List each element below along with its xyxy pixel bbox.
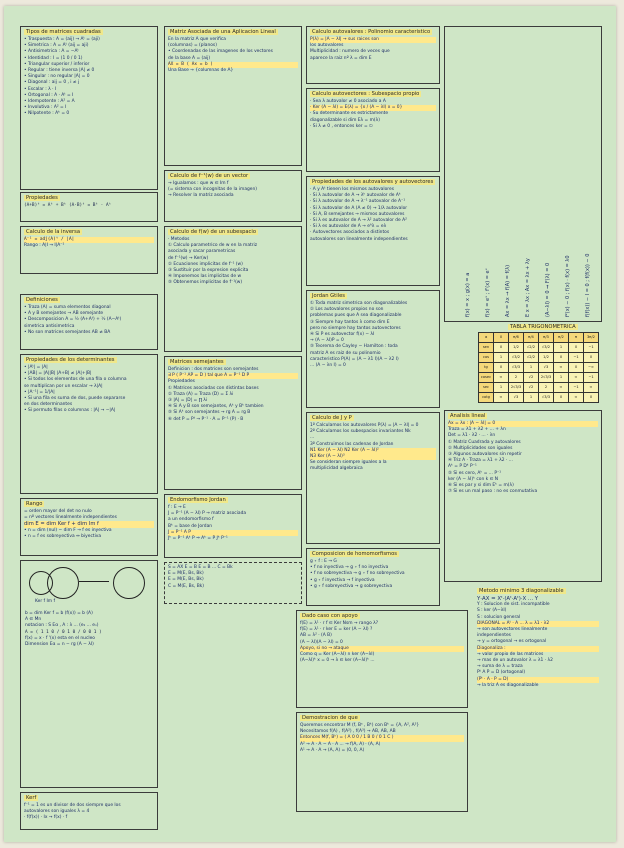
table-cell: √3/3: [539, 393, 554, 403]
table-header-cell: π/6: [509, 333, 524, 343]
table-cell: cos: [479, 353, 494, 363]
text-line: ③ Sustituir por la expresion explicita: [168, 268, 249, 274]
text-line: · Si λ es autovalor de A → λ² autovalor de A²: [310, 218, 407, 224]
text-line: • Nilpotente : Aᵏ = 0: [24, 111, 70, 117]
box-calculo-inversa: [20, 226, 158, 274]
text-line: f : E → E: [168, 505, 186, 510]
box-analisis-lineal: [444, 410, 602, 582]
text-line: a un endomorfismo f: [168, 517, 214, 523]
box-subespacio-propio: [306, 88, 440, 172]
text-line: → y = ortogonal → es ortogonal: [477, 639, 547, 645]
text-line: aparece la raiz nº λ = dim E: [310, 55, 372, 61]
table-cell: 0: [494, 343, 509, 353]
text-line: • |A⁻¹| = 1/|A|: [24, 389, 55, 395]
text-line: g ∘ f : E → G: [310, 559, 337, 564]
table-cell: sec: [479, 383, 494, 393]
box-title: TABLA TRIGONOMETRICA: [510, 324, 576, 330]
rotated-line: f(f(x)) − I = 0 ; f(f(x)) − 0: [585, 253, 591, 317]
table-cell: ∞: [584, 383, 599, 393]
text-line: → la triz A es diagonalizable: [477, 682, 539, 688]
text-line: Det = λ1 · λ2 · ... · λn: [448, 433, 496, 439]
box-title: Analisis lineal: [450, 413, 486, 419]
text-line: • g ∘ f sobreyectiva → g sobreyectiva: [310, 583, 393, 589]
text-line: ④ Si P es autovector f(x) − λI: [310, 332, 375, 338]
box-calculo-preimagen: [164, 170, 302, 222]
text-line: f(E) = λ¹ · r ker E = ker (A − λI) ?: [300, 627, 373, 633]
text-line: · A y Aᵗ tienen los mismos autovalores: [310, 187, 394, 192]
text-block: [25, 611, 102, 648]
text-line: S : ker (A−λI): [477, 608, 507, 614]
text-line: AX = B ( Ax = b ): [168, 62, 298, 68]
text-line: simetrica antisimetrica: [24, 323, 75, 329]
table-cell: √3/2: [539, 343, 554, 353]
text-line: asociada y sacar parametricas: [168, 249, 236, 255]
box-title: Calculo de f(w) de un subespacio: [170, 229, 257, 235]
table-header-cell: α: [479, 333, 494, 343]
box-kerf: [20, 792, 158, 830]
rotated-line: (A−λI) = 0 ⇒ F(λ) = 0: [545, 262, 551, 317]
box-title: Demostracion de que: [302, 715, 358, 721]
text-line: ② Multiplicidades son iguales: [448, 445, 513, 451]
table-cell: 1: [494, 383, 509, 393]
table-row: [479, 373, 599, 383]
trig-table: [478, 332, 599, 403]
rotated-line: Ax = λx → f(A) = f(λ): [505, 264, 511, 317]
text-line: Dimension Eα = n − rg (A − λI): [25, 642, 94, 648]
table-cell: tg: [479, 363, 494, 373]
text-line: · Si A, B semejantes → mismos autovalores: [310, 211, 405, 217]
text-line: A = ( 1 1 0 / 0 1 0 / 0 0 1 ): [25, 629, 102, 635]
box-metodo-minimo: [474, 586, 602, 812]
text-line: Aᵏ = P Dᵏ P⁻¹: [448, 464, 477, 470]
table-header-cell: π/2: [554, 333, 569, 343]
text-line: ④ Triz A · Traza = λ1 + λ2 · ...: [448, 458, 513, 464]
box-title: Propiedades de los determinantes: [26, 357, 115, 363]
text-line: DIAGONAL = Aᵗ · A ... λ = λ1 · λ2: [477, 621, 599, 627]
box-title: Matriz Asociada de una Aplicacion Lineal: [170, 29, 276, 35]
text-line: ① Matriz Cuadrada y autovalores: [448, 439, 521, 445]
box-propiedades-determinantes: [20, 354, 158, 494]
text-line: S = AX E = B E = B ... C = Bk: [168, 565, 233, 570]
text-line: ... (A − λn I) = 0: [310, 363, 346, 369]
text-line: • Antisimetrica : A = −Aᵗ: [24, 49, 79, 55]
text-line: ⑤ Obtenemos implicitas de f⁻¹(w): [168, 280, 243, 286]
table-cell: −∞: [584, 363, 599, 373]
text-line: • |Aᵗ| = |A|: [24, 365, 48, 370]
text-line: • Traza (A) = suma elementos diagonal: [24, 305, 111, 310]
text-line: · Metodos: [168, 237, 190, 242]
text-line: · Autovectores asociados a distintos: [310, 230, 390, 236]
text-line: Y·AX = Xᵗ·(Aᵗ·Aᵗ)·X ... Y: [477, 596, 539, 602]
text-line: Necesitamos f(A) , f(A²) , f(A³) → AB, AB, AB: [300, 729, 396, 735]
text-line: Queremos encontrar M (f, Bˢ , Bᵏ) con Bᵏ = {A, A², A³}: [300, 723, 420, 728]
table-header-cell: π: [569, 333, 584, 343]
text-line: caracteristico P(A) = (A − λ1 I)(A − λ2 I): [310, 356, 399, 362]
table-cell: cosec: [479, 373, 494, 383]
box-title: Calculo de f⁻¹(w) de un vector: [170, 173, 249, 179]
text-line: • Involutiva : A² = I: [24, 105, 67, 111]
text-line: autovalores son iguales λ = 4: [24, 809, 90, 815]
box-title: Endomorfismo Jordan: [170, 497, 226, 503]
text-line: · Si λ autovalor de A (A ≠ 0) → 1/λ autovalor: [310, 205, 408, 211]
text-line: A ∈ Mn: [25, 617, 42, 623]
text-line: → valor propio de las matrices: [477, 651, 544, 657]
table-cell: ∞: [569, 393, 584, 403]
text-line: f(x) = x · f '(x) esta en el nucleo: [25, 635, 95, 641]
text-line: E = M(E, Bs, Bk): [168, 577, 204, 583]
table-cell: ∞: [569, 373, 584, 383]
box-title: Metodo minimo 3 diagonalizable: [479, 588, 564, 594]
text-line: ker (A − λI)ᵏ con k ∈ N: [448, 476, 499, 482]
text-line: Una Base → {columnas de A}: [168, 68, 234, 74]
box-jordan-utiles: [306, 290, 440, 408]
text-line: • g ∘ f inyectiva → f inyectiva: [310, 577, 375, 583]
box-propiedades: [20, 192, 158, 222]
text-line: ③ Siempre hay tantos λ como dim E: [310, 319, 390, 325]
text-line: → Igualamos : que w ∈ Im f: [168, 181, 229, 186]
text-line: · Si λ autovalor de A → λ⁻¹ autovalor de A⁻¹: [310, 199, 406, 205]
text-line: pero no siempre hay tantos autovectores: [310, 325, 401, 331]
table-cell: √3/2: [509, 353, 524, 363]
box-composicion-homomorfismos-main: [306, 548, 440, 606]
text-line: → Resolver la matriz asociada: [168, 193, 234, 199]
text-line: · Sea λ autovalor ≠ 0 asociado a A: [310, 99, 386, 104]
text-line: • Traspuesta : A = (aij) → Aᵗ = (aji): [24, 37, 100, 42]
text-line: • No son matrices semejantes AB ≠ BA: [24, 329, 111, 335]
text-line: ⑥ det P = Pᵗ → P⁻¹ · A = P⁻¹ (P) · B: [168, 416, 244, 422]
box-rotated-formulas: [444, 26, 602, 322]
mapping-arrow: [79, 581, 109, 582]
table-row: [479, 393, 599, 403]
table-cell: 0: [584, 393, 599, 403]
text-line: de f⁻¹(w) → Ker(w): [168, 255, 209, 261]
box-title: Propiedades de los autovalores y autovectores: [312, 179, 434, 185]
text-line: ④ Imponemos las implicitas de w: [168, 274, 242, 280]
box-tabla-trigonometrica: [478, 324, 606, 406]
text-line: • Si todos los elementos de una fila o columna: [24, 377, 127, 383]
text-line: • Simetrica : A = Aᵗ (aij = aji): [24, 43, 89, 49]
table-cell: 0: [584, 353, 599, 363]
text-line: Traza = λ1 + λ2 + ... + λn: [448, 427, 506, 433]
table-cell: 1: [524, 393, 539, 403]
text-line: • Ortogonal : A · Aᵗ = I: [24, 92, 74, 98]
table-cell: sen: [479, 343, 494, 353]
text-line: Rango : A|I → I|A⁻¹: [24, 243, 65, 249]
text-line: N3 Ker (A − λI)³: [310, 454, 436, 460]
table-cell: 0: [554, 353, 569, 363]
table-cell: ∞: [554, 383, 569, 393]
text-line: Apoyo, si no → ataque: [300, 646, 464, 652]
text-line: · Ker (A − λI) = E(λ) = {x / (A − λI) x = 0}: [310, 105, 436, 111]
text-line: ③ Algunos autovalores sin repetir: [448, 452, 522, 458]
text-line: ② Los autovalores propios no son: [310, 307, 384, 313]
text-line: problemas pues que A sea diagonalizable: [310, 313, 402, 319]
table-cell: ∞: [494, 393, 509, 403]
text-line: • Singular : no regular |A| = 0: [24, 74, 90, 80]
text-line: (A − λI)(A − λI) = 0: [300, 639, 343, 645]
text-line: En la matriz A que verifica: [168, 37, 226, 42]
text-line: b = dim Ker f = b (f(x)) = b (A): [25, 611, 93, 616]
text-line: 3º Construimos las cadenas de Jordan: [310, 441, 394, 447]
text-line: • f no sobreyectiva → g ∘ f no sobreyectiva: [310, 571, 405, 577]
text-line: → suma de λ = traza: [477, 664, 523, 670]
table-cell: 1/2: [539, 353, 554, 363]
text-line: P(λ) = |A − λI| → sus raices son: [310, 37, 436, 43]
table-cell: √2/2: [524, 343, 539, 353]
text-line: = nº vectores linealmente independientes: [24, 515, 117, 521]
text-line: • Si permuto filas o columnas : |A| → −|A|: [24, 408, 116, 414]
text-line: en dos determinantes: [24, 402, 73, 408]
text-line: ∃ P ( P⁻¹ AP = D ) tal que A = P⁻¹ D P: [168, 373, 298, 379]
text-line: • Regular : tiene inversa |A| ≠ 0: [24, 68, 95, 74]
text-line: A⁻¹ = adj(A)ᵗ / |A|: [24, 237, 154, 243]
table-cell: 1: [494, 353, 509, 363]
box-definiciones: [20, 294, 158, 350]
table-cell: −1: [569, 383, 584, 393]
text-line: (A−λI)ᵏ x = 0 → λ ∈ ker (A−λI)ᵏ ...: [300, 658, 375, 664]
text-line: · Si λ ≠ 0 , entonces ker = ∅: [310, 123, 373, 129]
text-line: ③ |A| = |D| = ∏ λi: [168, 398, 208, 404]
text-line: → mas de un autovalor λ = λ1 · λ2: [477, 658, 553, 664]
text-line: Entonces M(f, Bᵏ) = ( A 0 0 / 1 B 0 / 0 1 C ): [300, 735, 464, 741]
text-line: ⑤ Si Aᵏ son semejantes → rg A = rg B: [168, 410, 251, 416]
text-line: Como q = Ker (A−λI) ∩ ker (A−λI): [300, 652, 375, 658]
text-line: → (A − λI)P = 0: [310, 338, 344, 344]
table-cell: 2: [509, 373, 524, 383]
table-cell: √2/2: [524, 353, 539, 363]
text-line: • Coordenadas de las imagenes de los vectores: [168, 49, 273, 55]
table-cell: 1: [554, 373, 569, 383]
text-line: ⑤ Teorema de Cayley − Hamilton : toda: [310, 344, 398, 350]
text-line: A² → A · A − A · A ... → f(A, A) · (A, A): [300, 741, 381, 747]
text-line: f⁻¹ = 1 es un divisor de dos siempre que los: [24, 803, 121, 808]
text-line: C = M(E, Bs, Bk): [168, 583, 204, 589]
box-title: Propiedades: [26, 195, 58, 201]
table-cell: 0: [494, 363, 509, 373]
table-cell: 1: [524, 363, 539, 373]
text-line: · Si λ es autovalor de A → eᴬλ = eλ: [310, 224, 387, 230]
text-line: A¹ → A · A → (A, A) = (0, 0, A): [300, 747, 365, 753]
table-row: [479, 343, 599, 353]
table-cell: ∞: [494, 373, 509, 383]
box-title: Kerf: [26, 795, 37, 801]
text-line: ① Toda matriz simetrica son diagonalizables: [310, 301, 408, 306]
box-title: Definiciones: [26, 297, 58, 303]
text-line: 1º Calculamos los autovalores P(λ) = |A − λI| = 0: [310, 423, 419, 428]
table-cell: 0: [569, 343, 584, 353]
text-line: = orden mayor del det no nulo: [24, 509, 92, 514]
text-line: (Pᵗ · A · P = D): [477, 677, 599, 683]
text-line: Y : Solucion de sist. incompatible: [477, 602, 550, 608]
table-row: [479, 383, 599, 393]
text-line: notacion : S Eα , A : λ ... (e₁ ... eₙ): [25, 623, 99, 629]
text-line: Se consideran siempre iguales a la: [310, 460, 387, 466]
rotated-line: f(x) = eˣ ; f'(x) = eˣ: [485, 268, 491, 317]
table-cell: 2: [539, 383, 554, 393]
text-line: • Descomposicion A = ½ (A+Aᵗ) + ½ (A−Aᵗ): [24, 317, 122, 323]
table-cell: ∞: [554, 363, 569, 373]
text-line: f(E) = λ¹ · r f ∈ Ker Nsm → rango λ?: [300, 621, 379, 626]
table-row: [479, 353, 599, 363]
text-line: (columnas) = (planos): [168, 43, 217, 49]
box-endomorfismo-jordan: [164, 494, 302, 558]
table-cell: −1: [584, 373, 599, 383]
box-rango: [20, 498, 158, 556]
box-propiedades-autovalores: [306, 176, 440, 286]
box-dado-caso-apoyo: [296, 610, 468, 708]
text-line: ⑤ Si es cero, Aᵏ = ... P⁻¹: [448, 470, 502, 476]
table-header-cell: π/3: [539, 333, 554, 343]
box-title: Calculo autovalores : Polinomio caracteristico: [312, 29, 431, 35]
table-cell: √3: [509, 393, 524, 403]
table-cell: √2: [524, 383, 539, 393]
text-line: se multiplican por un escalar → λ|A|: [24, 383, 103, 389]
rotated-line: f(x) = x ; g(x) = a: [465, 272, 471, 317]
text-line: Multiplicidad : numero de veces que: [310, 49, 390, 55]
text-line: • Si una fila es suma de dos, puede separarse: [24, 396, 126, 402]
text-line: Jᵏ = P⁻¹ Aᵏ P ⇒ Aᵏ = P Jᵏ P⁻¹: [168, 536, 228, 542]
text-line: · Si λ autovalor de A → λᵏ autovalor de Aᵏ: [310, 193, 401, 199]
domain-circle: [47, 567, 79, 599]
table-header-cell: 3π/2: [584, 333, 599, 343]
text-line: Ax = λx : |A − λI| = 0: [448, 421, 598, 427]
box-title: Tipos de matrices cuadradas: [26, 29, 101, 35]
text-line: autovalores son linealmente independientes: [310, 236, 408, 242]
box-title: Jordan Gtiles: [312, 293, 345, 299]
box-kernel-image-diagram: [20, 560, 158, 788]
table-cell: √2: [524, 373, 539, 383]
table-cell: cotg: [479, 393, 494, 403]
text-line: multiplicidad algebraica: [310, 466, 363, 472]
text-line: independientes: [477, 633, 511, 639]
text-line: J = P⁻¹ (A − λI) P → matriz asociada: [168, 511, 247, 517]
text-line: · Su determinante es estrictamente: [310, 111, 389, 117]
box-demostracion: [296, 712, 468, 812]
text-line: matriz A es raiz de su polinomio: [310, 350, 381, 356]
table-cell: √3: [539, 363, 554, 373]
box-tipos-matrices: [20, 26, 158, 190]
text-line: • Identidad : I = (1 0 / 0 1): [24, 55, 83, 61]
box-title: Calculo de la inversa: [26, 229, 81, 235]
table-cell: 0: [554, 393, 569, 403]
text-line: ② Ecuaciones implicitas de f⁻¹ (w): [168, 261, 243, 267]
text-line: ...: [310, 435, 315, 441]
table-row: [479, 363, 599, 373]
text-line: S : solucion general: [477, 614, 521, 620]
table-cell: 1: [554, 343, 569, 353]
rotated-line: f²(x) − 0 ; f(x) · f(x) = λ0: [565, 255, 571, 317]
text-line: → son autovectores linealmente: [477, 627, 548, 633]
rotated-line: E x = λx ; Ax = λx + λy: [525, 258, 531, 317]
box-calculo-subespacio: [164, 226, 302, 352]
text-line: • f no inyectiva → g ∘ f no inyectiva: [310, 565, 389, 571]
text-line: (= sistema con incognitas de la imagen): [168, 187, 257, 193]
text-line: ② Traza (A) = Traza (D) = Σ λi: [168, 391, 234, 397]
text-line: · f(f(x)) · Ix → f(x) · f: [24, 815, 68, 821]
box-title: Rango: [26, 501, 43, 507]
text-line: diagonalizable si dim Eλ = m(λ): [310, 117, 380, 123]
text-line: los autovalores: [310, 43, 344, 49]
text-line: dim E = dim Ker f + dim Im f: [24, 521, 154, 527]
box-title: Composicion de homomorfismos: [312, 551, 397, 557]
box-polinomio-caracteristico: [306, 26, 440, 84]
text-line: • Triangular superior / inferior: [24, 61, 90, 67]
text-line: • Diagonal : aij = 0 , i ≠ j: [24, 80, 80, 86]
text-line: Propiedades: [168, 379, 195, 385]
text-line: • A y B semejantes → AB semejante: [24, 311, 104, 317]
text-line: Diagonaliza :: [477, 646, 599, 652]
table-cell: 2√3/3: [539, 373, 554, 383]
text-line: • |AB| = |A||B| |A+B| ≠ |A|+|B|: [24, 371, 92, 377]
text-line: ① Calculo parametrico de w en la matriz: [168, 243, 258, 249]
text-line: • n = f es sobreyectiva ↔ biyectiva: [24, 533, 102, 539]
table-header-row: [479, 333, 599, 343]
text-line: ⑥ Si es par y si dim Eᵏ = m(λ): [448, 483, 514, 489]
box-calculo-j-p: [306, 412, 440, 544]
text-line: (A+B)ᵗ = Aᵗ + Bᵗ (A·B)ᵗ = Bᵗ · Aᵗ: [24, 203, 112, 208]
text-line: Definicion : dos matrices son semejantes: [168, 367, 259, 372]
table-cell: 1/2: [509, 343, 524, 353]
text-line: Pᵗ A P = D (ortogonal): [477, 670, 526, 676]
text-line: ④ Si A y B son semejantes, Aᵏ y Bᵏ tambien: [168, 404, 264, 410]
text-line: ⑦ Si es un mal paso : no es conmutativa: [448, 489, 538, 495]
box-title: Dado caso con apoyo: [302, 613, 358, 619]
box-title: Matrices semejantes: [170, 359, 224, 365]
text-line: N1 Ker (A − λI) N2 Ker (A − λI)²: [310, 448, 436, 454]
table-cell: √3/3: [509, 363, 524, 373]
table-cell: 2√3/3: [509, 383, 524, 393]
text-line: J = P⁻¹ A P: [168, 530, 298, 536]
table-cell: −1: [569, 353, 584, 363]
text-line: AB = λ² · (A B): [300, 633, 332, 639]
text-line: Bᵏ = base de Jordan: [168, 523, 213, 529]
table-cell: −1: [584, 343, 599, 353]
table-header-cell: 0: [494, 333, 509, 343]
text-line: Ker f Im f: [35, 599, 56, 604]
text-line: de la base A = (aij): [168, 55, 211, 61]
box-matrices-semejantes: [164, 356, 302, 490]
box-title: Calculo autovectores : Subespacio propio: [312, 91, 420, 97]
box-title: Calculo de J y P: [312, 415, 352, 421]
box-matriz-asociada: [164, 26, 302, 166]
table-header-cell: π/4: [524, 333, 539, 343]
green-paper-sheet: [4, 6, 616, 842]
text-line: E = M(E, Bs, Bk): [168, 571, 204, 577]
text-line: • Idempotente : A² = A: [24, 99, 75, 105]
table-cell: 0: [569, 363, 584, 373]
text-line: • Escalar : λ · I: [24, 86, 57, 92]
text-line: • n = dim (nul) − dim F → f es inyectiva: [24, 527, 112, 533]
text-line: 2º Calculamos los subespacios invariantes Nk: [310, 429, 411, 435]
image-circle: [113, 567, 145, 599]
text-line: ① Matrices asociadas con distintas bases: [168, 385, 259, 391]
